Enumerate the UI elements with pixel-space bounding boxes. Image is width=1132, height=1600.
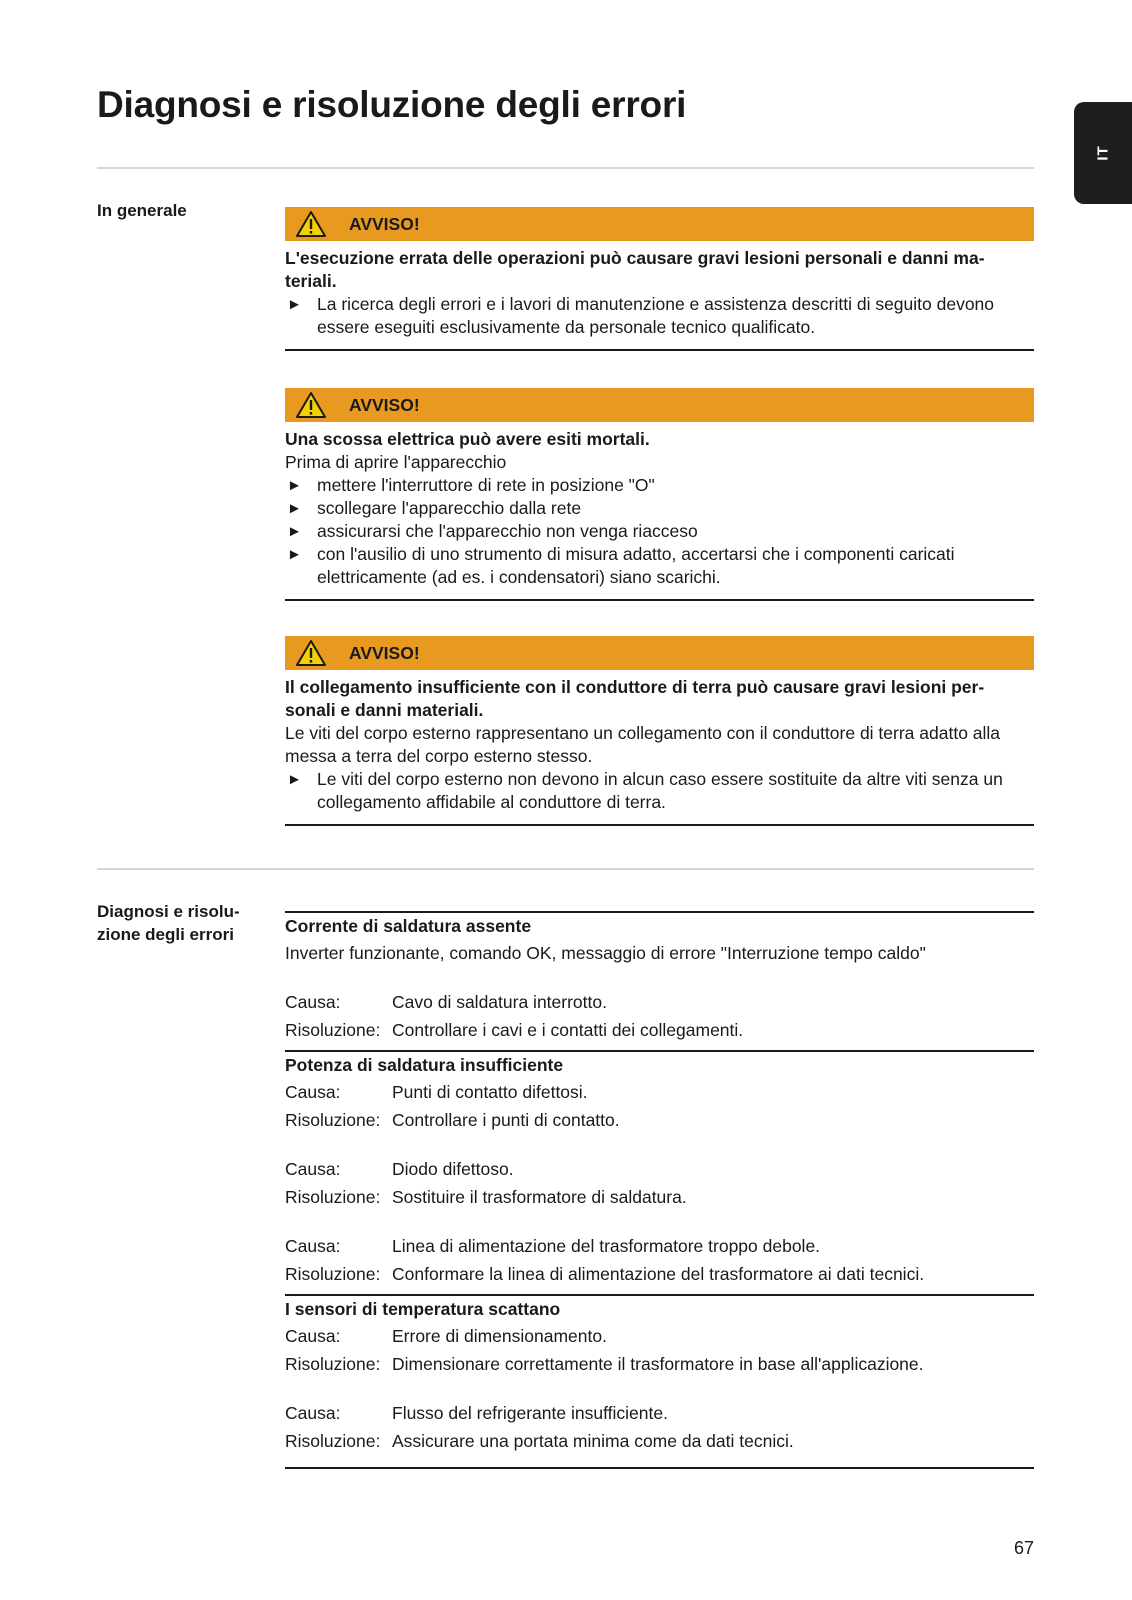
cause-label: Causa: [285, 992, 341, 1012]
trouble-title: I sensori di temperatura scattano [285, 1299, 561, 1319]
warning-instruction: ► assicurarsi che l'apparecchio non venga riacceso [285, 520, 1034, 543]
warning-notice-1 [285, 207, 1034, 351]
solution-text: Controllare i cavi e i contatti dei collegamenti. [392, 1020, 744, 1040]
divider [97, 868, 1034, 870]
warning-instruction: ► mettere l'interruttore di rete in posizione "O" [285, 474, 1034, 497]
solution-label: Risoluzione: [285, 1264, 381, 1284]
cause-label: Causa: [285, 1159, 341, 1179]
trouble-note: Inverter funzionante, comando OK, messaggio di errore "Interruzione tempo caldo" [285, 943, 926, 963]
warning-header-bar [285, 207, 1034, 241]
solution-text: Controllare i punti di contatto. [392, 1110, 620, 1130]
page-number: 67 [1014, 1538, 1035, 1558]
divider [97, 167, 1034, 169]
troubleshooting-table [285, 911, 1034, 1469]
warning-instruction: ► La ricerca degli errori e i lavori di manutenzione e assistenza descritti di seguito devono essere eseguiti esclusivamente da personale tecnico qualificato. [285, 293, 1034, 339]
solution-text: Conformare la linea di alimentazione del trasformatore ai dati tecnici. [392, 1264, 925, 1284]
cause-label: Causa: [285, 1236, 341, 1256]
solution-label: Risoluzione: [285, 1187, 381, 1207]
warning-notice-2 [285, 388, 1034, 601]
warning-triangle-icon [295, 390, 329, 420]
language-tab [1074, 102, 1132, 204]
solution-label: Risoluzione: [285, 1354, 381, 1374]
cause-text: Linea di alimentazione del trasformatore troppo debole. [392, 1236, 821, 1256]
warning-instruction: ► Le viti del corpo esterno non devono in alcun caso essere sostituite da altre viti senza un collegamento affidabile al conduttore di terra. [285, 768, 1034, 814]
trouble-title: Corrente di saldatura assente [285, 916, 532, 936]
warning-statement: Il collegamento insufficiente con il conduttore di terra può causare gravi lesioni per-sonali e danni materiali. [285, 677, 985, 720]
warning-statement: L'esecuzione errata delle operazioni può causare gravi lesioni personali e danni ma-teriali. [285, 248, 985, 291]
cause-label: Causa: [285, 1326, 341, 1346]
warning-instruction: ► con l'ausilio di uno strumento di misura adatto, accertarsi che i componenti caricati elettricamente (ad es. i condensatori) siano scarichi. [285, 543, 1034, 589]
warning-heading: AVVISO! [349, 213, 420, 234]
warning-triangle-icon [295, 638, 329, 668]
solution-label: Risoluzione: [285, 1020, 381, 1040]
table-end-rule [285, 1467, 1034, 1469]
warning-header-bar [285, 636, 1034, 670]
section-label-troubleshooting: Diagnosi e risolu-zione degli errori [97, 902, 240, 944]
solution-text: Sostituire il trasformatore di saldatura. [392, 1187, 687, 1207]
warning-notice-3 [285, 636, 1034, 826]
cause-label: Causa: [285, 1082, 341, 1102]
trouble-title: Potenza di saldatura insufficiente [285, 1055, 564, 1075]
cause-text: Diodo difettoso. [392, 1159, 514, 1179]
page-title: Diagnosi e risoluzione degli errori [97, 84, 687, 125]
warning-header-bar [285, 388, 1034, 422]
warning-heading: AVVISO! [349, 642, 420, 663]
trouble-section [285, 1294, 1034, 1467]
warning-statement: Una scossa elettrica può avere esiti mortali. [285, 429, 650, 449]
solution-text: Assicurare una portata minima come da dati tecnici. [392, 1431, 794, 1451]
solution-label: Risoluzione: [285, 1431, 381, 1451]
trouble-section [285, 911, 1034, 1050]
cause-text: Errore di dimensionamento. [392, 1326, 607, 1346]
warning-instruction: ► scollegare l'apparecchio dalla rete [285, 497, 1034, 520]
language-tab-label: IT [1094, 145, 1112, 161]
trouble-section [285, 1050, 1034, 1294]
solution-label: Risoluzione: [285, 1110, 381, 1130]
cause-label: Causa: [285, 1403, 341, 1423]
warning-intro: Prima di aprire l'apparecchio [285, 452, 507, 472]
warning-heading: AVVISO! [349, 394, 420, 415]
warning-intro: Le viti del corpo esterno rappresentano un collegamento con il conduttore di terra adatto alla messa a terra del corpo esterno stesso. [285, 723, 1001, 766]
solution-text: Dimensionare correttamente il trasformatore in base all'applicazione. [392, 1354, 924, 1374]
cause-text: Punti di contatto difettosi. [392, 1082, 588, 1102]
cause-text: Flusso del refrigerante insufficiente. [392, 1403, 668, 1423]
warning-triangle-icon [295, 209, 329, 239]
section-label-general: In generale [97, 201, 187, 220]
cause-text: Cavo di saldatura interrotto. [392, 992, 607, 1012]
